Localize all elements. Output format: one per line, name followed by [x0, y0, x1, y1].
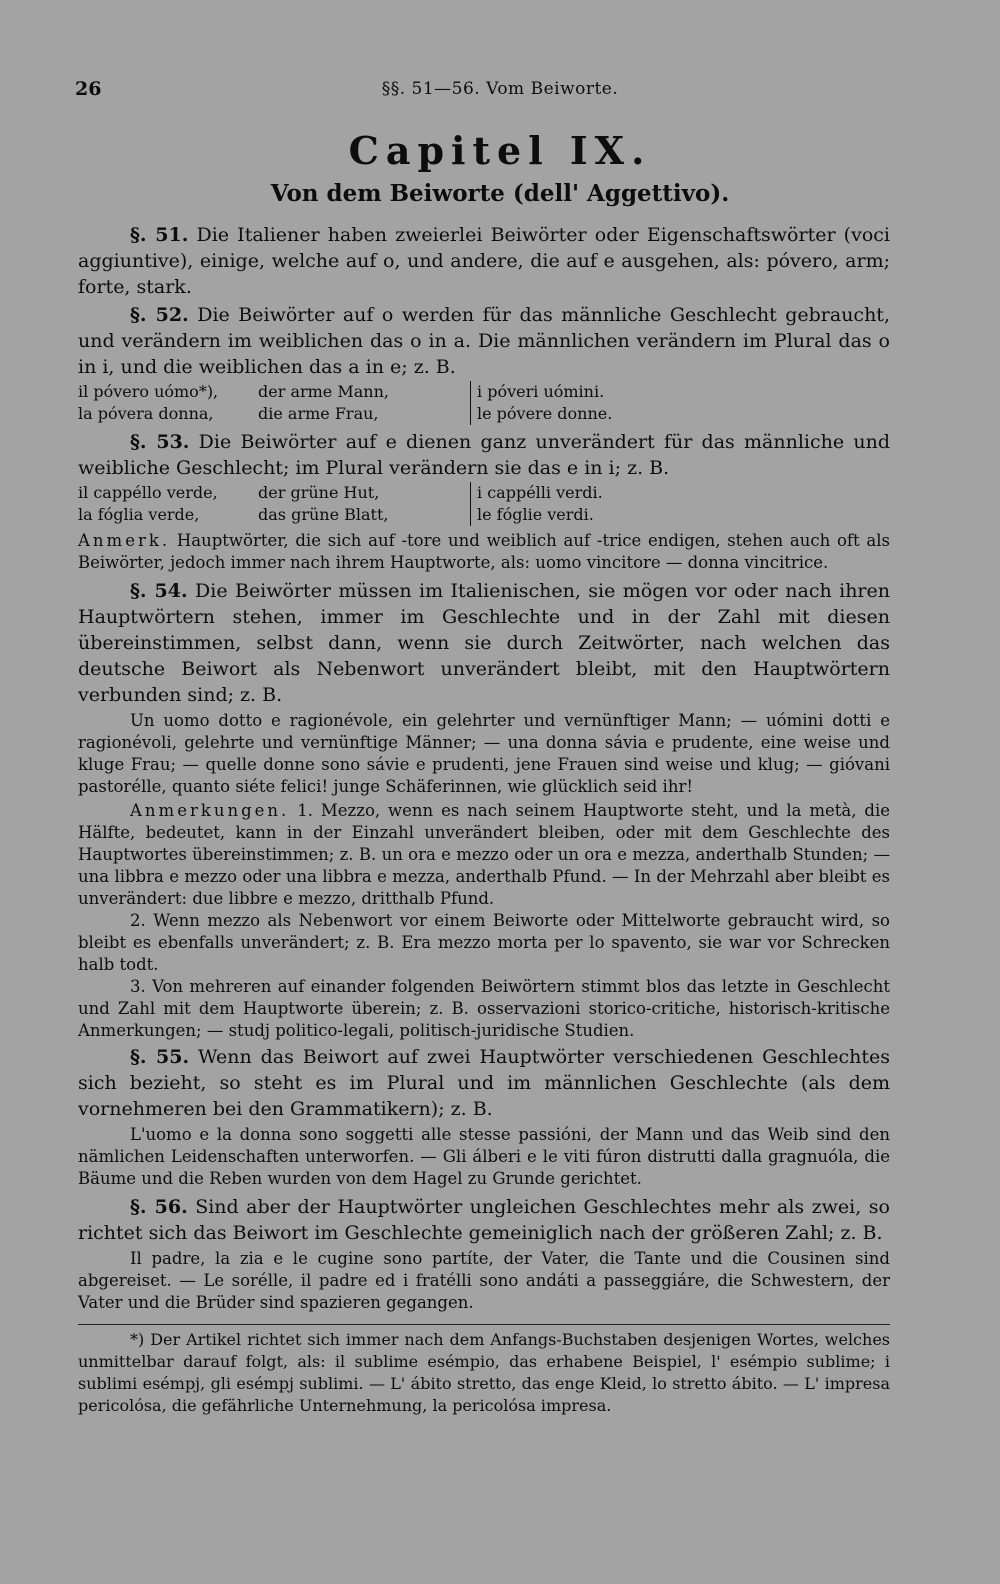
example-plural: le póvere donne.: [470, 403, 890, 425]
chapter-title: Capitel IX.: [348, 128, 652, 173]
footnote: [78, 1329, 890, 1417]
paragraph-text: Sind aber der Hauptwörter ungleichen Geschlechtes mehr als zwei, so richtet sich das Beiwort im Geschlechte gemeiniglich nach der größeren Zahl; z. B.: [78, 1196, 890, 1244]
example-table-53: [78, 482, 890, 526]
paragraph-53: [78, 429, 890, 481]
note-54-1: [78, 800, 890, 910]
section-number: §. 55.: [130, 1046, 190, 1068]
section-number: §. 52.: [130, 304, 189, 326]
section-title: Von dem Beiworte (dell' Aggettivo).: [270, 180, 730, 207]
footnote-divider: [78, 1324, 890, 1325]
footnote-text: Der Artikel richtet sich immer nach dem Anfangs-Buchstaben desjenigen Wortes, welches unmittelbar darauf folgt, als: il sublime esémpio, das erhabene Beispiel, l' esémpio sublime; i sublimi esémpj, gli esémpj sublimi. — L' ábito stretto, das enge Kleid, lo stretto ábito. — L' impresa pericolósa, die gefährliche Unternehmung, la pericolósa impresa.: [78, 1330, 891, 1415]
footnote-mark: *): [130, 1330, 145, 1349]
example-plural: i cappélli verdi.: [470, 482, 890, 504]
page-number: 26: [75, 78, 102, 100]
paragraph-55: [78, 1044, 890, 1122]
example-table-52: [78, 381, 890, 425]
example-italian: la fóglia verde,: [78, 505, 200, 524]
example-german: der arme Mann,: [258, 382, 389, 401]
page-body: [78, 222, 890, 1417]
note-text: 1. Mezzo, wenn es nach seinem Hauptworte steht, und la metà, die Hälfte, bedeutet, kann in der Einzahl unverändert bleiben, oder mit dem Geschlechte des Hauptwortes übereinstimmen; z. B. un ora e mezzo oder un ora e mezza, anderthalb Stunden; — una libbra e mezzo oder una libbra e mezza, anderthalb Pfund. — In der Mehrzahl aber bleibt es unverändert: due libbre e mezzo, dritthalb Pfund.: [78, 801, 891, 908]
note-53: [78, 530, 890, 574]
example-italian: la póvera donna,: [78, 404, 214, 423]
note-54-3: 3. Von mehreren auf einander folgenden Beiwörtern stimmt blos das letzte in Geschlecht und Zahl mit dem Hauptworte überein; z. B. osservazioni storico-critiche, historisch-kritische Anmerkungen; — studj politico-legali, politisch-juridische Studien.: [78, 977, 890, 1040]
paragraph-51: [78, 222, 890, 300]
examples-55: L'uomo e la donna sono soggetti alle stesse passióni, der Mann und das Weib sind den nämlichen Leidenschaften unterworfen. — Gli álberi e le viti fúron distrutti dalla gragnuóla, die Bäume und die Reben wurden von dem Hagel zu Grunde gerichtet.: [78, 1125, 890, 1188]
example-plural: i póveri uómini.: [470, 381, 890, 403]
paragraph-52: [78, 302, 890, 380]
section-number: §. 53.: [130, 431, 190, 453]
examples-56: Il padre, la zia e le cugine sono partíte, der Vater, die Tante und die Cousinen sind abgereiset. — Le sorélle, il padre ed i fratélli sono andáti a passeggiáre, die Schwestern, der Vater und die Brüder sind spazieren gegangen.: [78, 1249, 890, 1312]
example-german: das grüne Blatt,: [258, 505, 389, 524]
example-italian: il cappéllo verde,: [78, 483, 218, 502]
example-german: der grüne Hut,: [258, 483, 380, 502]
section-number: §. 54.: [130, 580, 188, 602]
paragraph-text: Die Italiener haben zweierlei Beiwörter oder Eigenschaftswörter (voci aggiuntive), einige, welche auf o, und andere, die auf e ausgehen, als: póvero, arm; forte, stark.: [78, 224, 890, 298]
running-head: §§. 51—56. Vom Beiworte.: [381, 79, 619, 99]
example-plural: le fóglie verdi.: [470, 504, 890, 526]
note-54-2: 2. Wenn mezzo als Nebenwort vor einem Beiworte oder Mittelworte gebraucht wird, so bleibt es ebenfalls unverändert; z. B. Era mezzo morta per lo spavento, sie war vor Schrecken halb todt.: [78, 911, 890, 974]
paragraph-56: [78, 1194, 890, 1246]
paragraph-text: Die Beiwörter auf e dienen ganz unverändert für das männliche und weibliche Geschlecht; im Plural verändern sie das e in i; z. B.: [78, 431, 890, 479]
example-italian: il póvero uómo*),: [78, 382, 219, 401]
note-label: Anmerk.: [78, 531, 171, 550]
section-number: §. 51.: [130, 224, 189, 246]
example-german: die arme Frau,: [258, 404, 379, 423]
note-label: Anmerkungen.: [130, 801, 290, 820]
section-number: §. 56.: [130, 1196, 188, 1218]
paragraph-54: [78, 578, 890, 708]
paragraph-text: Die Beiwörter auf o werden für das männliche Geschlecht gebraucht, und verändern im weiblichen das o in a. Die männlichen verändern im Plural das o in i, und die weiblichen das a in e; z. B.: [78, 304, 890, 378]
paragraph-text: Die Beiwörter müssen im Italienischen, sie mögen vor oder nach ihren Hauptwörtern stehen, immer im Geschlechte und in der Zahl mit diesen übereinstimmen, selbst dann, wenn sie durch Zeitwörter, nach welchen das deutsche Beiwort als Nebenwort unverändert bleibt, mit den Hauptwörtern verbunden sind; z. B.: [78, 580, 890, 706]
paragraph-text: Wenn das Beiwort auf zwei Hauptwörter verschiedenen Geschlechtes sich bezieht, so steht es im Plural und im männlichen Geschlechte (als dem vornehmeren bei den Grammatikern); z. B.: [78, 1046, 890, 1120]
page-header: [0, 76, 1000, 106]
examples-54: Un uomo dotto e ragionévole, ein gelehrter und vernünftiger Mann; — uómini dotti e ragionévoli, gelehrte und vernünftige Männer; — una donna sávia e prudente, eine weise und kluge Frau; — quelle donne sono sávie e prudenti, jene Frauen sind weise und klug; — gióvani pastorélle, quanto siéte felici! junge Schäferinnen, wie glücklich seid ihr!: [78, 711, 890, 796]
note-text: Hauptwörter, die sich auf -tore und weiblich auf -trice endigen, stehen auch oft als Beiwörter, jedoch immer nach ihrem Hauptworte, als: uomo vincitore — donna vincitrice.: [78, 531, 890, 572]
